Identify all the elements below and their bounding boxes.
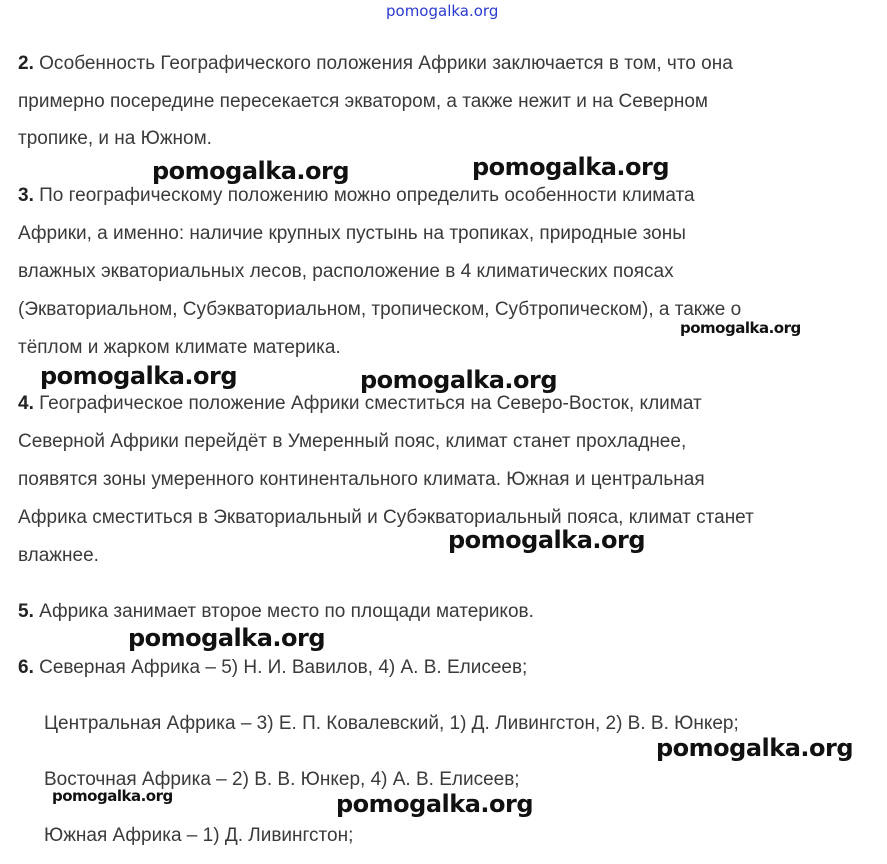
item-6-line: Южная Африка – 1) Д. Ливингстон; [44, 825, 354, 846]
item-4-line: появятся зоны умеренного континентального климата. Южная и центральная [18, 469, 705, 490]
watermark: pomogalka.org [128, 624, 326, 652]
item-6-line: Центральная Африка – 3) Е. П. Ковалевский, 1) Д. Ливингстон, 2) В. В. Юнкер; [44, 713, 739, 734]
text: Особенность Географического положения Африки заключается в том, что она [39, 53, 733, 74]
watermark: pomogalka.org [152, 157, 350, 185]
item-4-line: Африка сместиться в Экваториальный и Субэкваториальный пояса, климат станет [18, 507, 754, 528]
item-4-line [18, 393, 702, 415]
item-3-line [18, 185, 695, 207]
item-3-line: Африки, а именно: наличие крупных пустынь на тропиках, природные зоны [18, 223, 686, 244]
watermark: pomogalka.org [448, 526, 646, 554]
item-6-line: Восточная Африка – 2) В. В. Юнкер, 4) А. В. Елисеев; [44, 769, 520, 790]
watermark: pomogalka.org [360, 366, 558, 394]
item-6-line [18, 657, 527, 679]
item-number: 2. [18, 53, 34, 74]
text: Северная Африка – 5) Н. И. Вавилов, 4) А. В. Елисеев; [39, 657, 528, 678]
item-2-line: примерно посередине пересекается экватором, а также нежит и на Северном [18, 91, 708, 112]
item-number: 6. [18, 657, 34, 678]
text: Географическое положение Африки сместиться на Северо-Восток, климат [39, 393, 702, 414]
item-3-line: тёплом и жарком климате материка. [18, 337, 341, 358]
item-3-line: (Экваториальном, Субэкваториальном, тропическом, Субтропическом), а также о [18, 299, 742, 320]
watermark: pomogalka.org [336, 790, 534, 818]
item-5-line [18, 601, 534, 623]
item-4-line: Северной Африки перейдёт в Умеренный пояс, климат станет прохладнее, [18, 431, 687, 452]
item-number: 3. [18, 185, 34, 206]
watermark: pomogalka.org [52, 787, 173, 805]
item-2-line [18, 53, 733, 75]
site-header-link[interactable]: pomogalka.org [386, 2, 499, 20]
item-3-line: влажных экваториальных лесов, расположение в 4 климатических поясах [18, 261, 674, 282]
watermark: pomogalka.org [472, 153, 670, 181]
item-4-line: влажнее. [18, 545, 99, 566]
item-number: 5. [18, 601, 34, 622]
watermark: pomogalka.org [656, 734, 854, 762]
text: По географическому положению можно определить особенности климата [39, 185, 695, 206]
watermark: pomogalka.org [40, 362, 238, 390]
text: Африка занимает второе место по площади материков. [39, 601, 534, 622]
item-2-line: тропике, и на Южном. [18, 128, 212, 149]
watermark: pomogalka.org [680, 319, 801, 337]
item-number: 4. [18, 393, 34, 414]
